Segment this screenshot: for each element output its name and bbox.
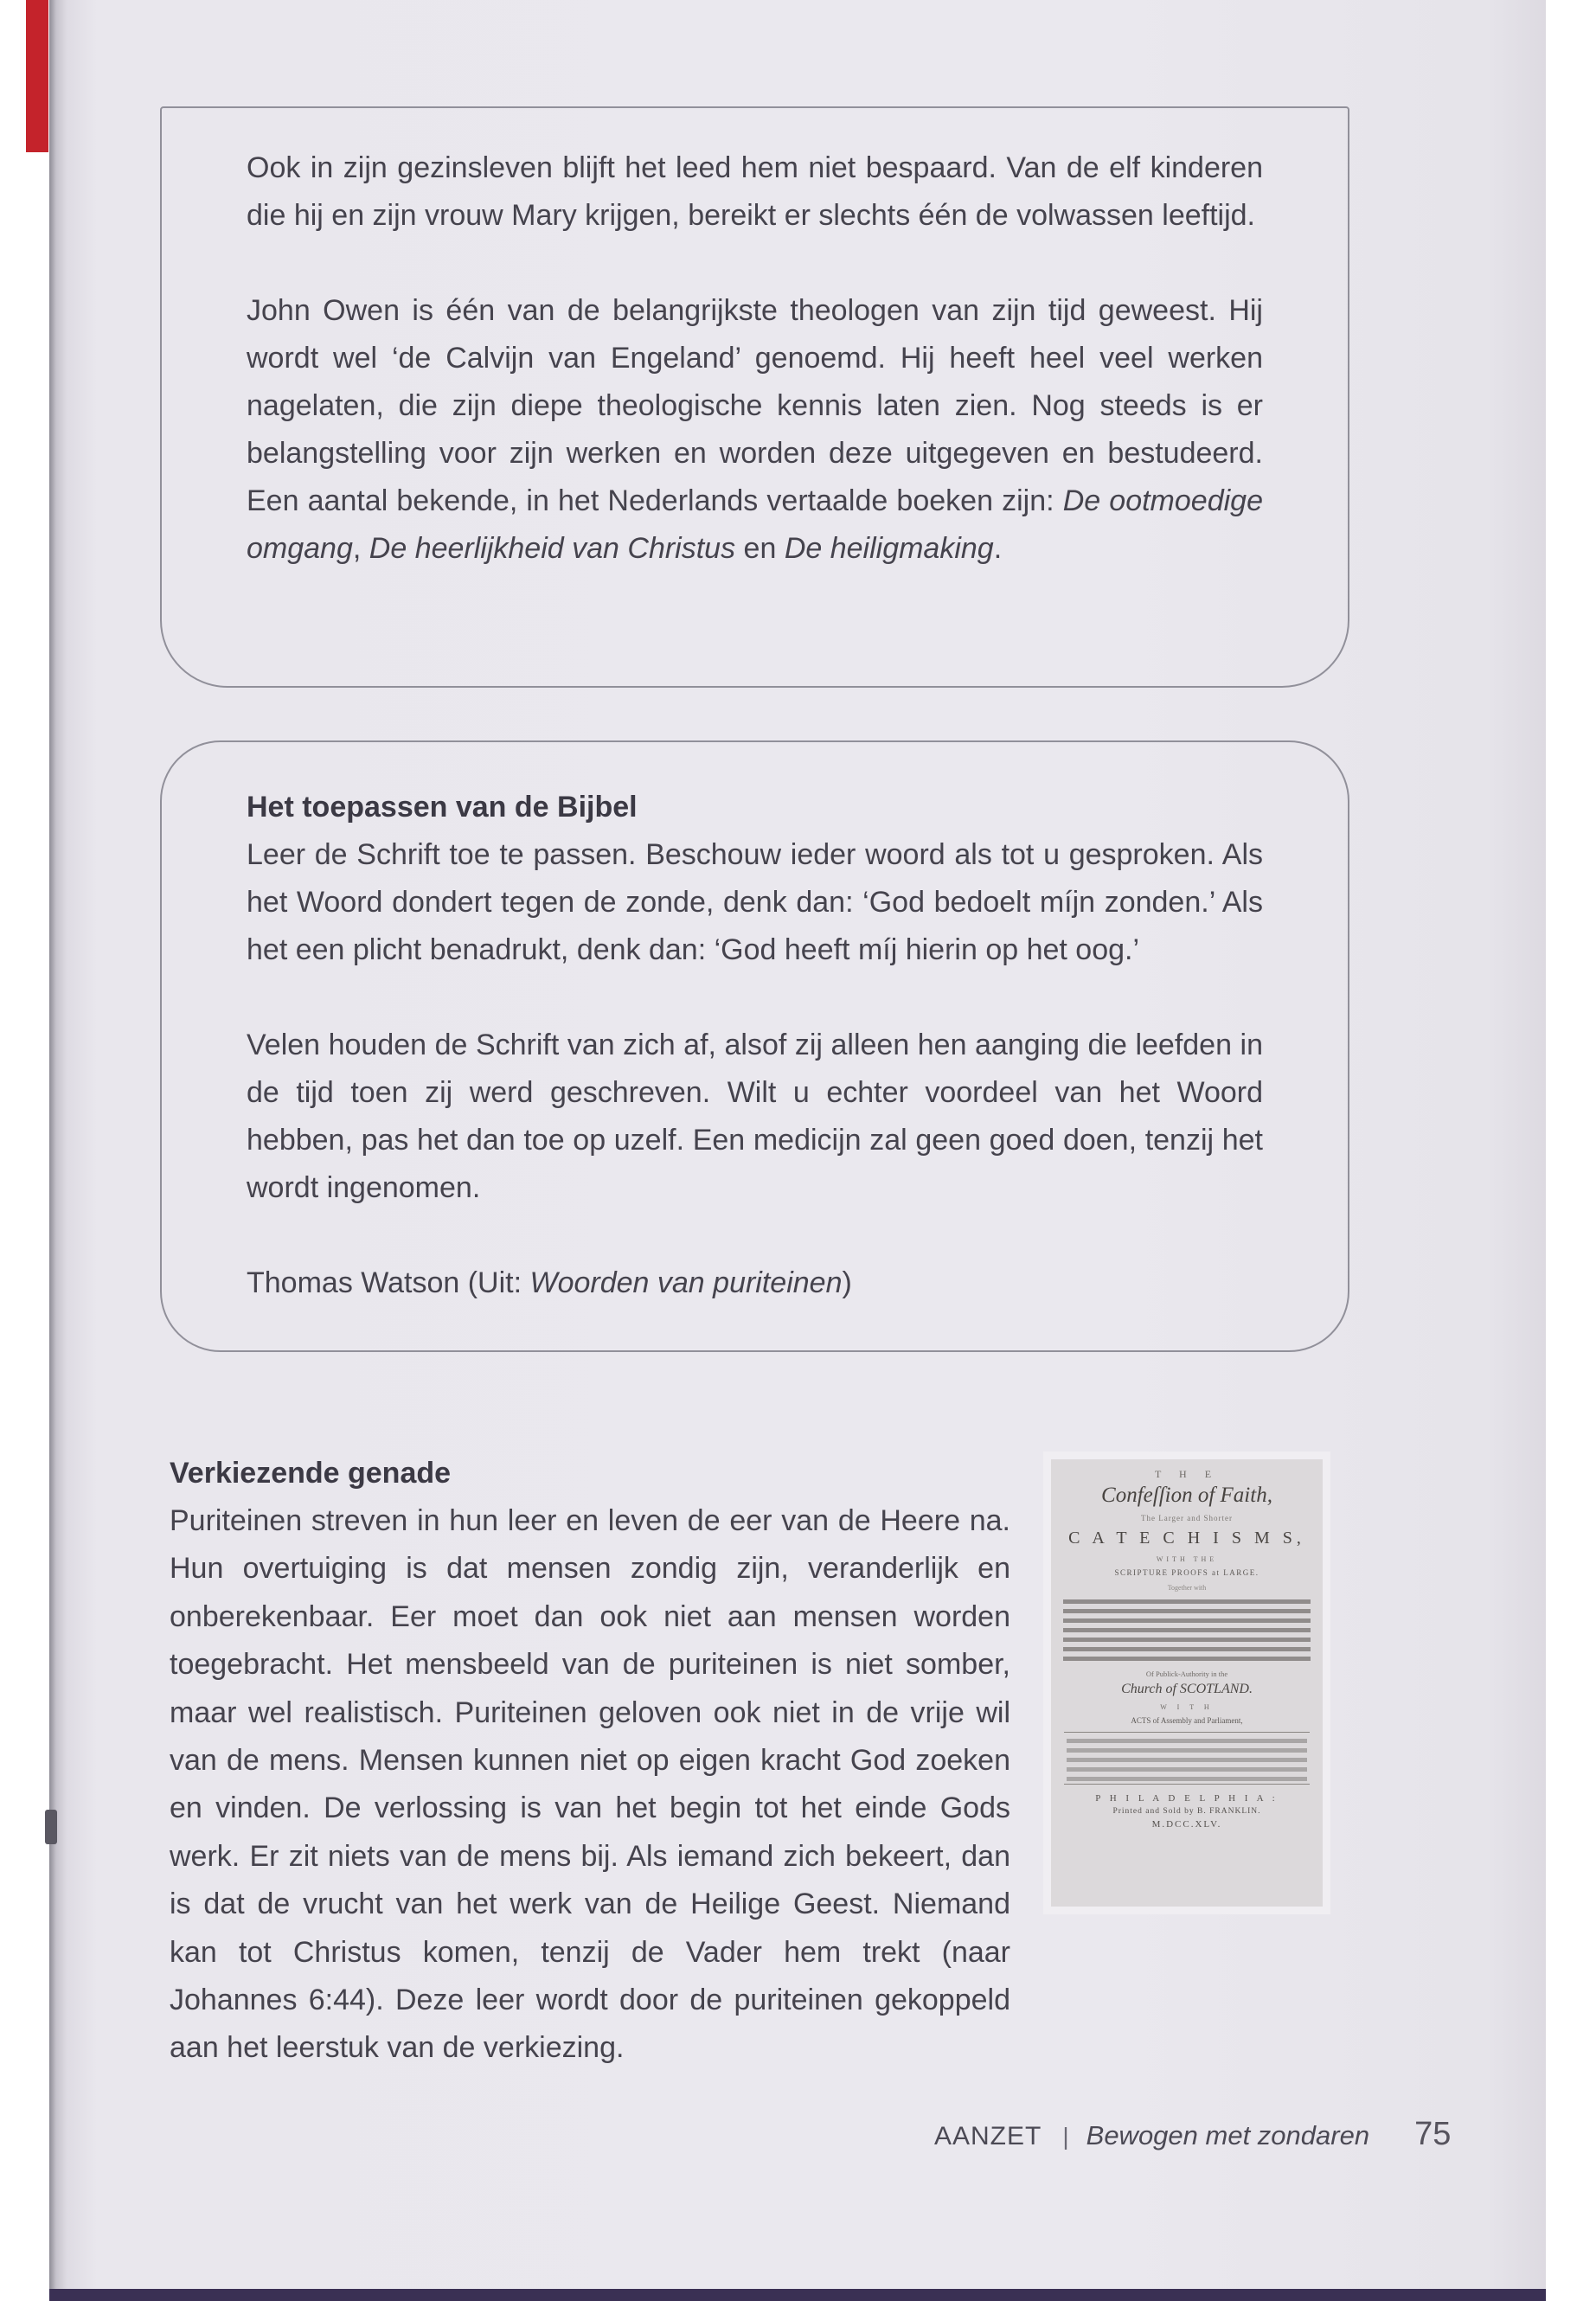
print-line-publick: Of Publick-Authority in the [1145,1670,1228,1678]
info-box-john-owen [160,106,1349,688]
section-body: Puriteinen streven in hun leer en leven de eer van de Heere na. Hun overtuiging is dat mensen zondig zijn, veranderlijk en onberekenbaar. Eer moet dan ook niet aan mensen worden toegebracht. Het mensbeeld van de puriteinen is niet somber, maar wel realistisch. Puriteinen geloven ook niet in de vrije wil van de mens. Mensen kunnen niet op eigen kracht God zoeken en vinden. De verlossing is van het begin tot het einde Gods werk. Er zit niets van de mens bij. Als iemand zich bekeert, dan is dat de vrucht van het werk van de Heilige Geest. Niemand kan tot Christus komen, tenzij de Vader hem trekt (naar Johannes 6:44). Deze leer wordt door de puriteinen gekoppeld aan het leerstuk van de verkiezing. [170,1504,1010,2065]
section-heading: Verkiezende genade [170,1457,452,1490]
page-bottom-edge [49,2289,1546,2301]
paragraph: Velen houden de Schrift van zich af, alsof zij alleen hen aanging die leefden in de tijd toen zij werd geschreven. Wilt u echter voordeel van het Woord hebben, pas het dan toe op uzelf. Een medicijn zal geen goed doen, tenzij het wordt ingenomen. [247,1029,1263,1204]
print-line-with-the: WITH THE [1156,1555,1218,1563]
rule-line [1064,1732,1310,1733]
print-line-title: Confeſſion of Faith, [1101,1484,1272,1507]
quote-box-bible-application [160,740,1349,1352]
chapter-title: Bewogen met zondaren [1086,2120,1370,2150]
rule-line [1064,1784,1310,1785]
confession-of-faith-title-page-image [1043,1452,1330,1914]
print-line-subtitle: The Larger and Shorter [1140,1514,1234,1522]
series-label: AANZET [934,2122,1042,2150]
print-line-with: W I T H [1160,1703,1214,1711]
print-line-philadelphia: P H I L A D E L P H I A : [1095,1793,1279,1804]
print-line-together: Together with [1167,1584,1207,1592]
paragraph: John Owen is één van de belangrijkste theologen van zijn tijd geweest. Hij wordt wel ‘de Calvijn van Engeland’ genoemd. Hij heeft heel veel werken nagelaten, die zijn diepe theologische kennis laten zien. Nog steeds is er belangstelling voor zijn werken en worden deze uitgegeven en bestudeerd. Een aantal bekende, in het Nederlands vertaalde boeken zijn: De ootmoedige omgang, De heerlijkheid van Christus en De heiligmaking. [247,294,1263,565]
illegible-italic-lines [1067,1739,1307,1782]
print-line-acts: ACTS of Assembly and Parliament, [1131,1716,1243,1725]
old-print-paper [1051,1459,1323,1907]
print-line-franklin: Printed and Sold by B. FRANKLIN. [1112,1807,1261,1816]
print-line-catechisms: C A T E C H I S M S, [1068,1529,1305,1548]
quote-attribution: Thomas Watson (Uit: Woorden van puriteinen) [247,1266,852,1299]
spine-mark [45,1810,57,1844]
print-line-church: Church of SCOTLAND. [1121,1682,1253,1696]
page-footer [934,2116,1451,2153]
quote-box-title: Het toepassen van de Bijbel [247,791,638,824]
print-line-year: M.DCC.XLV. [1151,1819,1222,1830]
paragraph: Leer de Schrift toe te passen. Beschouw ieder woord als tot u gesproken. Als het Woord dondert tegen de zonde, denk dan: ‘God bedoelt míjn zonden.’ Als het een plicht benadrukt, denk dan: ‘God heeft míj hierin op het oog.’ [247,838,1263,966]
page-number: 75 [1414,2116,1452,2152]
footer-separator: | [1062,2123,1069,2150]
print-line-proofs: SCRIPTURE PROOFS at LARGE. [1114,1568,1259,1577]
paragraph: Ook in zijn gezinsleven blijft het leed hem niet bespaard. Van de elf kinderen die hij en zijn vrouw Mary krijgen, bereikt er slechts één de volwassen leeftijd. [247,151,1263,232]
red-bookmark-tab [26,0,48,152]
illegible-text-lines [1063,1599,1311,1662]
print-line-the: T H E [1154,1468,1220,1480]
